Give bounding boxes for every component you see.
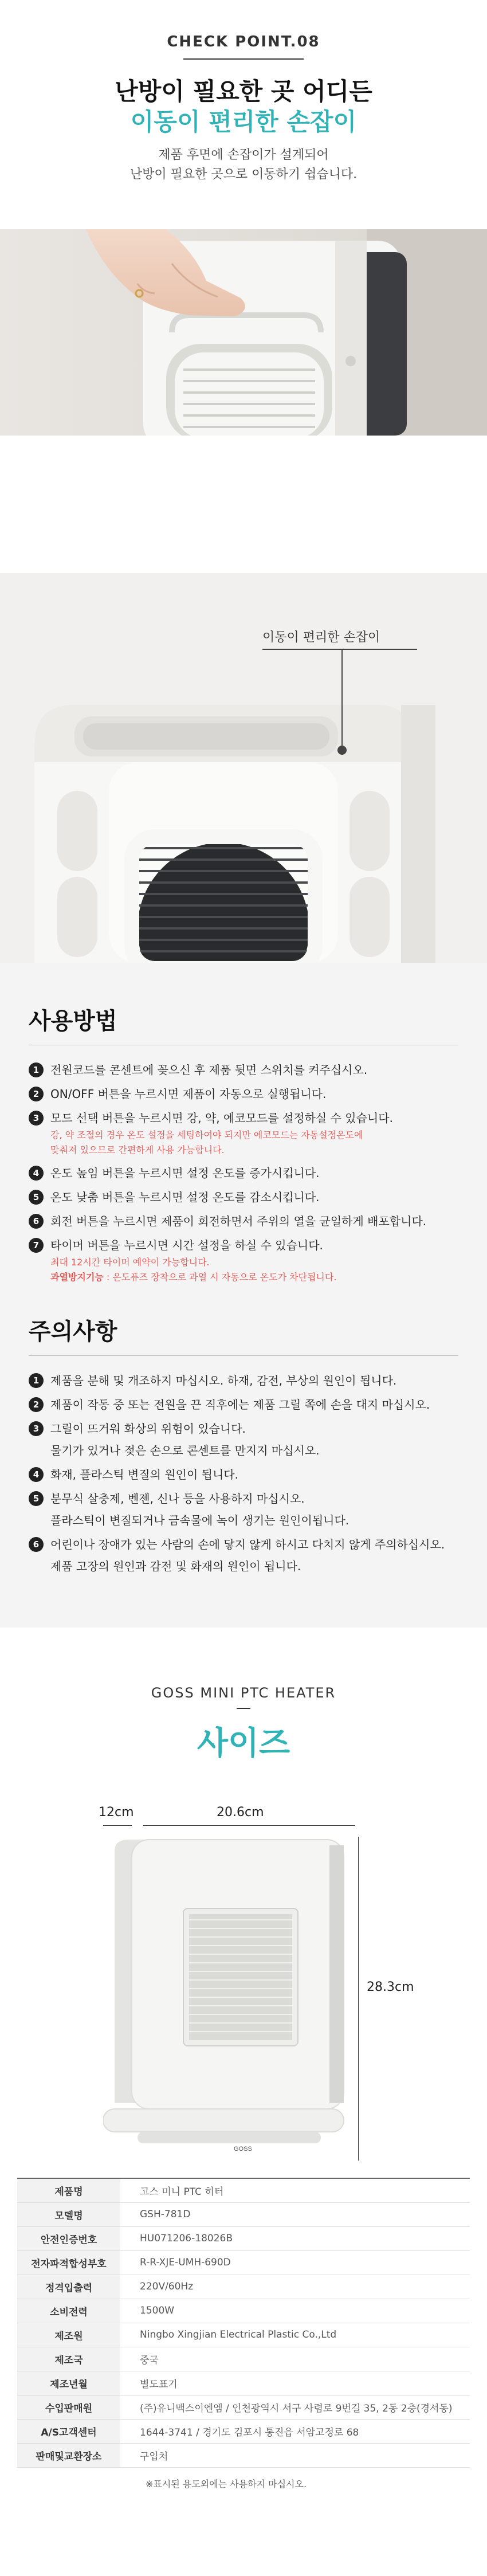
spacer — [0, 436, 487, 573]
feature-title-line2: 이동이 편리한 손잡이 — [130, 108, 357, 136]
handle-callout-label: 이동이 편리한 손잡이 — [262, 630, 380, 645]
usage-step — [29, 1189, 458, 1206]
caution-number-4: 4 — [29, 1467, 44, 1482]
hand-carrying-heater-photo — [0, 229, 487, 436]
spec-value: 구입처 — [120, 2443, 470, 2467]
spec-section — [0, 2178, 487, 2576]
caution-item — [29, 1420, 458, 1437]
spec-row — [17, 2202, 470, 2226]
caution-item — [29, 1536, 458, 1553]
caution-number-3: 3 — [29, 1421, 44, 1436]
spec-key: 모델명 — [17, 2202, 120, 2226]
caution-item — [29, 1372, 458, 1389]
height-label: 28.3cm — [367, 1980, 414, 1994]
usage-step — [29, 1165, 458, 1182]
caution-text: 분무식 살충제, 벤젠, 신나 등을 사용하지 마십시오. — [50, 1492, 305, 1505]
spec-key: 제조국 — [17, 2347, 120, 2371]
caution-item — [29, 1490, 458, 1507]
spec-row — [17, 2443, 470, 2467]
spec-key: 제조년월 — [17, 2371, 120, 2395]
checkpoint-label: CHECK POINT.08 — [167, 33, 320, 50]
step-text: 모드 선택 버튼을 누르시면 강, 약, 에코모드를 설정하실 수 있습니다. — [50, 1111, 393, 1125]
spec-key: 정격입출력 — [17, 2275, 120, 2299]
spec-row — [17, 2250, 470, 2275]
spec-key: 제품명 — [17, 2178, 120, 2202]
caution-text: 어린이나 장애가 있는 사람의 손에 닿지 않게 하시고 다치지 않게 주의하십시오. — [50, 1538, 445, 1551]
step-text: ON/OFF 버튼을 누르시면 제품이 자동으로 실행됩니다. — [50, 1087, 327, 1101]
spec-key: 안전인증번호 — [17, 2226, 120, 2250]
step-text: 전원코드를 콘센트에 꽂으신 후 제품 뒷면 스위치를 켜주십시오. — [50, 1063, 368, 1077]
caution-number-1: 1 — [29, 1373, 44, 1388]
caution-item6-continuation: 제품 고장의 원인과 감전 및 화재의 원인이 됩니다. — [50, 1559, 301, 1573]
usage-step — [29, 1213, 458, 1230]
step-number-4: 4 — [29, 1166, 44, 1181]
callout-line-vertical — [341, 649, 343, 749]
size-section — [0, 1628, 487, 2178]
spec-row — [17, 2275, 470, 2299]
caution-item — [29, 1396, 458, 1413]
spec-value: 1500W — [120, 2299, 470, 2323]
caution-number-6: 6 — [29, 1537, 44, 1552]
step7-overheat-note — [29, 1270, 458, 1285]
spec-key: 수입판매원 — [17, 2395, 120, 2419]
spec-value: 별도표기 — [120, 2371, 470, 2395]
usage-title: 사용방법 — [29, 1008, 117, 1034]
height-dimension-line — [358, 1837, 359, 2161]
usage-step — [29, 1061, 458, 1079]
step-number-3: 3 — [29, 1111, 44, 1126]
caution-text: 제품이 작동 중 또는 전원을 끈 직후에는 제품 그릴 쪽에 손을 대지 마십시오. — [50, 1398, 430, 1411]
step-text: 회전 버튼을 누르시면 제품이 회전하면서 주위의 열을 균일하게 배포합니다. — [50, 1214, 427, 1228]
caution-title: 주의사항 — [29, 1319, 117, 1345]
feature-subtitle-line1: 제품 후면에 손잡이가 설계되어 — [158, 148, 329, 162]
size-title-divider — [237, 1708, 250, 1709]
overheat-text: : 온도퓨즈 장착으로 과열 시 자동으로 온도가 차단됩니다. — [103, 1272, 337, 1283]
spec-row — [17, 2178, 470, 2202]
step7-note: 최대 12시간 타이머 예약이 가능합니다. — [50, 1257, 210, 1268]
spec-row — [17, 2371, 470, 2395]
callout-line-horizontal — [262, 649, 417, 650]
step-number-5: 5 — [29, 1190, 44, 1205]
caution-item3-continuation: 물기가 있거나 젖은 손으로 콘센트를 만지지 마십시오. — [50, 1444, 320, 1457]
spec-row — [17, 2299, 470, 2323]
callout-dot — [337, 746, 347, 755]
spec-key: 소비전력 — [17, 2299, 120, 2323]
spec-note: ※표시된 용도외에는 사용하지 마십시오. — [146, 2478, 307, 2489]
hand-photo-illustration — [0, 229, 487, 436]
spec-value: 고스 미니 PTC 히터 — [120, 2178, 470, 2202]
feature-section — [0, 0, 487, 229]
feature-subtitle-line2: 난방이 필요한 곳으로 이동하기 쉽습니다. — [129, 167, 358, 182]
step3-note-line1: 강, 약 조절의 경우 온도 설정을 세팅하여야 되지만 에코모드는 자동설정온도에 — [50, 1130, 363, 1140]
step-number-2: 2 — [29, 1087, 44, 1101]
spec-row — [17, 2347, 470, 2371]
width-label: 20.6cm — [217, 1805, 264, 1820]
caution-text: 제품을 분해 및 개조하지 마십시오. 하재, 감전, 부상의 원인이 됩니다. — [50, 1374, 397, 1387]
depth-dimension-line — [103, 1825, 132, 1826]
step3-note-line2: 맞춰져 있으므로 간편하게 사용 가능합니다. — [50, 1144, 225, 1155]
step-text: 온도 낮춤 버튼을 누르시면 설정 온도를 감소시킵니다. — [50, 1190, 320, 1204]
spec-row — [17, 2226, 470, 2250]
spec-value: HU071206-18026B — [120, 2226, 470, 2250]
usage-caution-section — [0, 963, 487, 1628]
spec-table — [17, 2178, 470, 2468]
heater-size-illustration — [103, 1834, 355, 2166]
spec-key: 제조원 — [17, 2323, 120, 2347]
usage-step — [29, 1109, 458, 1127]
usage-step — [29, 1237, 458, 1254]
checkpoint-divider — [183, 58, 304, 60]
overheat-label: 과열방지기능 — [50, 1272, 104, 1283]
handle-closeup-illustration — [0, 573, 487, 963]
spec-value: (주)유니맥스이엔엠 / 인천광역시 서구 사렴로 9번길 35, 2동 2층(경서동) — [120, 2395, 470, 2419]
spec-row — [17, 2419, 470, 2443]
spec-value: 220V/60Hz — [120, 2275, 470, 2299]
spacer — [29, 1285, 458, 1314]
feature-title-line1: 난방이 필요한 곳 어디든 — [115, 77, 372, 105]
caution-number-5: 5 — [29, 1491, 44, 1506]
spec-key: 전자파적합성부호 — [17, 2250, 120, 2275]
depth-label: 12cm — [99, 1805, 134, 1820]
caution-number-2: 2 — [29, 1397, 44, 1412]
caution-text: 그릴이 뜨거워 화상의 위험이 있습니다. — [50, 1422, 246, 1436]
caution-divider — [29, 1355, 458, 1356]
spec-value: R-R-XJE-UMH-690D — [120, 2250, 470, 2275]
spec-value: 1644-3741 / 경기도 김포시 통진읍 서암고정로 68 — [120, 2419, 470, 2443]
step-number-6: 6 — [29, 1214, 44, 1229]
spec-row — [17, 2395, 470, 2419]
spec-key: 판매및교환장소 — [17, 2443, 120, 2467]
spec-key: A/S고객센터 — [17, 2419, 120, 2443]
size-eng-title: GOSS MINI PTC HEATER — [151, 1685, 336, 1701]
size-title: 사이즈 — [197, 1725, 290, 1762]
width-dimension-line — [143, 1825, 355, 1826]
handle-closeup-photo — [0, 573, 487, 963]
caution-item5-continuation: 플라스틱이 변질되거나 금속물에 녹이 생기는 원인이됩니다. — [50, 1514, 349, 1527]
step-text: 타이머 버튼을 누르시면 시간 설정을 하실 수 있습니다. — [50, 1238, 323, 1252]
step-number-7: 7 — [29, 1238, 44, 1253]
usage-step — [29, 1085, 458, 1103]
spec-value: 중국 — [120, 2347, 470, 2371]
spec-row — [17, 2323, 470, 2347]
spec-value: GSH-781D — [120, 2202, 470, 2226]
caution-text: 화재, 플라스틱 변질의 원인이 됩니다. — [50, 1468, 238, 1481]
brand-mark: GOSS — [234, 2146, 252, 2152]
caution-item — [29, 1466, 458, 1483]
spec-value: Ningbo Xingjian Electrical Plastic Co.,Ltd — [120, 2323, 470, 2347]
step-text: 온도 높임 버튼을 누르시면 설정 온도를 증가시킵니다. — [50, 1166, 320, 1180]
step-number-1: 1 — [29, 1062, 44, 1077]
